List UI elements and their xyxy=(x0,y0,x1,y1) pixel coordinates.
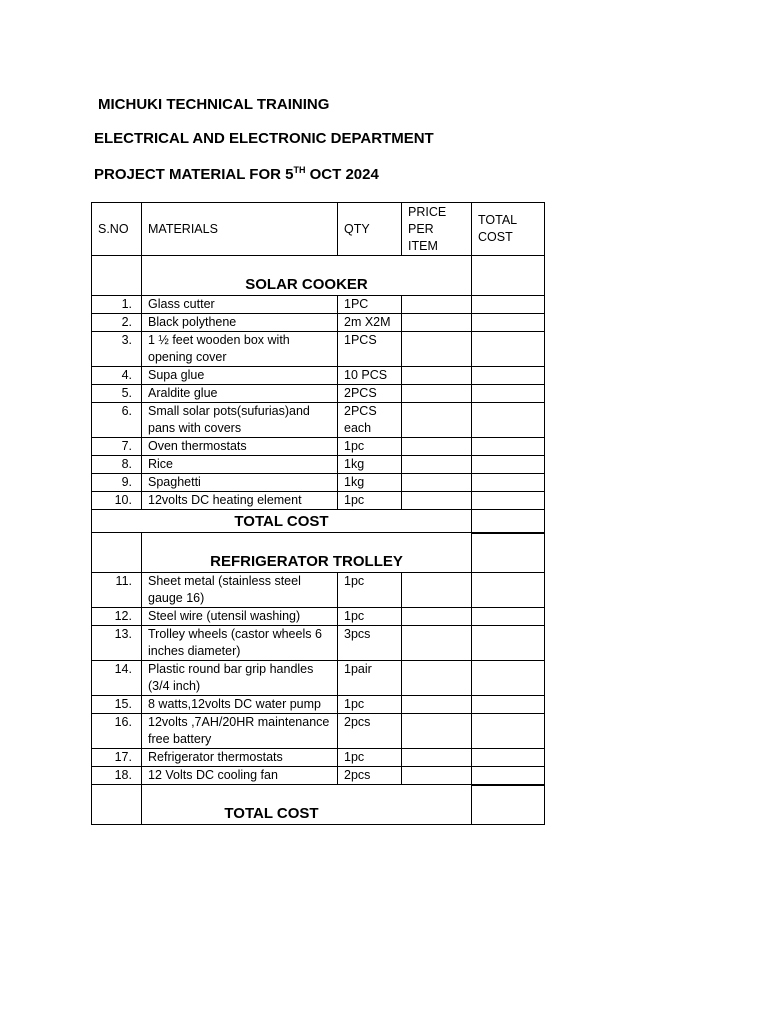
table-row xyxy=(92,438,545,456)
cell-sno: 5. xyxy=(92,385,142,403)
cell-qty: 1pc xyxy=(338,573,402,608)
cell-qty: 2pcs xyxy=(338,714,402,749)
cell-qty: 1kg xyxy=(338,474,402,492)
empty-cell xyxy=(472,510,545,533)
col-header-sno: S.NO xyxy=(92,203,142,256)
cell-material: Sheet metal (stainless steel gauge 16) xyxy=(142,573,338,608)
table-row xyxy=(92,626,545,661)
cell-material: 8 watts,12volts DC water pump xyxy=(142,696,338,714)
cell-qty: 1pc xyxy=(338,438,402,456)
cell-price xyxy=(402,456,472,474)
cell-total xyxy=(472,314,545,332)
cell-qty: 10 PCS xyxy=(338,367,402,385)
cell-sno: 8. xyxy=(92,456,142,474)
cell-material: Plastic round bar grip handles (3/4 inch) xyxy=(142,661,338,696)
section-title-row xyxy=(92,533,545,573)
cell-sno: 12. xyxy=(92,608,142,626)
table-row xyxy=(92,573,545,608)
col-header-materials: MATERIALS xyxy=(142,203,338,256)
cell-total xyxy=(472,296,545,314)
table-row xyxy=(92,456,545,474)
cell-material: 12volts DC heating element xyxy=(142,492,338,510)
cell-sno: 10. xyxy=(92,492,142,510)
institution-title: MICHUKI TECHNICAL TRAINING xyxy=(98,96,330,113)
cell-price xyxy=(402,314,472,332)
cell-sno: 15. xyxy=(92,696,142,714)
cell-price xyxy=(402,492,472,510)
cell-price xyxy=(402,367,472,385)
cell-total xyxy=(472,474,545,492)
cell-sno: 4. xyxy=(92,367,142,385)
cell-total xyxy=(472,626,545,661)
cell-qty: 2PCS xyxy=(338,385,402,403)
project-title-suffix: OCT 2024 xyxy=(305,166,379,183)
table-row xyxy=(92,367,545,385)
cell-total xyxy=(472,438,545,456)
cell-material: Rice xyxy=(142,456,338,474)
empty-cell xyxy=(92,533,142,573)
cell-qty: 1pc xyxy=(338,696,402,714)
cell-qty: 1pc xyxy=(338,608,402,626)
cell-price xyxy=(402,749,472,767)
cell-total xyxy=(472,403,545,438)
table-row xyxy=(92,403,545,438)
table-row xyxy=(92,332,545,367)
cell-sno: 3. xyxy=(92,332,142,367)
cell-total xyxy=(472,573,545,608)
total-cost-text: TOTAL COST xyxy=(224,805,319,822)
project-title-superscript: TH xyxy=(293,165,306,175)
empty-cell xyxy=(92,256,142,296)
cell-material: Small solar pots(sufurias)and pans with covers xyxy=(142,403,338,438)
cell-price xyxy=(402,438,472,456)
cell-total xyxy=(472,608,545,626)
cell-price xyxy=(402,385,472,403)
cell-sno: 7. xyxy=(92,438,142,456)
cell-total xyxy=(472,749,545,767)
cell-total xyxy=(472,332,545,367)
cell-material: Refrigerator thermostats xyxy=(142,749,338,767)
table-row xyxy=(92,474,545,492)
cell-price xyxy=(402,296,472,314)
cell-total xyxy=(472,367,545,385)
project-title-prefix: PROJECT MATERIAL FOR 5 xyxy=(94,166,294,183)
cell-material: Supa glue xyxy=(142,367,338,385)
cell-price xyxy=(402,767,472,785)
cell-material: Black polythene xyxy=(142,314,338,332)
cell-qty: 2PCS each xyxy=(338,403,402,438)
cell-sno: 13. xyxy=(92,626,142,661)
cell-sno: 16. xyxy=(92,714,142,749)
empty-cell xyxy=(92,785,142,825)
table-row xyxy=(92,385,545,403)
cell-qty: 2m X2M xyxy=(338,314,402,332)
cell-sno: 14. xyxy=(92,661,142,696)
cell-price xyxy=(402,403,472,438)
cell-sno: 11. xyxy=(92,573,142,608)
cell-qty: 3pcs xyxy=(338,626,402,661)
cell-total xyxy=(472,661,545,696)
table-row xyxy=(92,492,545,510)
cell-total xyxy=(472,696,545,714)
cell-sno: 6. xyxy=(92,403,142,438)
cell-price xyxy=(402,696,472,714)
cell-sno: 1. xyxy=(92,296,142,314)
table-row xyxy=(92,696,545,714)
cell-price xyxy=(402,332,472,367)
materials-table xyxy=(91,202,545,825)
cell-total xyxy=(472,456,545,474)
cell-material: Spaghetti xyxy=(142,474,338,492)
cell-material: 12volts ,7AH/20HR maintenance free battery xyxy=(142,714,338,749)
section-title-refrigerator-trolley: REFRIGERATOR TROLLEY xyxy=(142,533,472,573)
table-row xyxy=(92,661,545,696)
total-cost-label-solar: TOTAL COST xyxy=(92,510,472,533)
cell-material: Glass cutter xyxy=(142,296,338,314)
cell-price xyxy=(402,714,472,749)
col-header-total: TOTAL COST xyxy=(472,203,545,256)
section-title-row xyxy=(92,256,545,296)
cell-sno: 2. xyxy=(92,314,142,332)
cell-qty: 2pcs xyxy=(338,767,402,785)
empty-cell xyxy=(472,256,545,296)
cell-price xyxy=(402,474,472,492)
cell-sno: 17. xyxy=(92,749,142,767)
cell-material: Trolley wheels (castor wheels 6 inches diameter) xyxy=(142,626,338,661)
split-cell xyxy=(472,533,545,573)
cell-qty: 1PC xyxy=(338,296,402,314)
cell-material: 1 ½ feet wooden box with opening cover xyxy=(142,332,338,367)
table-header-row xyxy=(92,203,545,256)
total-cost-row xyxy=(92,785,545,825)
cell-material: Steel wire (utensil washing) xyxy=(142,608,338,626)
cell-sno: 18. xyxy=(92,767,142,785)
split-cell xyxy=(472,785,545,825)
cell-price xyxy=(402,626,472,661)
col-header-price: PRICE PER ITEM xyxy=(402,203,472,256)
cell-material: 12 Volts DC cooling fan xyxy=(142,767,338,785)
cell-material: Oven thermostats xyxy=(142,438,338,456)
cell-total xyxy=(472,492,545,510)
total-cost-label-refrigerator xyxy=(142,785,472,825)
cell-qty: 1pair xyxy=(338,661,402,696)
cell-price xyxy=(402,661,472,696)
cell-sno: 9. xyxy=(92,474,142,492)
table-row xyxy=(92,767,545,785)
cell-total xyxy=(472,385,545,403)
cell-total xyxy=(472,714,545,749)
total-cost-row xyxy=(92,510,545,533)
section-title-solar-cooker: SOLAR COOKER xyxy=(142,256,472,296)
table-row xyxy=(92,714,545,749)
table-row xyxy=(92,749,545,767)
project-title xyxy=(94,166,379,183)
cell-total xyxy=(472,767,545,785)
department-title: ELECTRICAL AND ELECTRONIC DEPARTMENT xyxy=(94,130,434,147)
cell-qty: 1kg xyxy=(338,456,402,474)
cell-qty: 1pc xyxy=(338,749,402,767)
cell-price xyxy=(402,573,472,608)
table-row xyxy=(92,608,545,626)
table-row xyxy=(92,296,545,314)
col-header-qty: QTY xyxy=(338,203,402,256)
cell-qty: 1pc xyxy=(338,492,402,510)
cell-qty: 1PCS xyxy=(338,332,402,367)
cell-material: Araldite glue xyxy=(142,385,338,403)
table-row xyxy=(92,314,545,332)
cell-price xyxy=(402,608,472,626)
